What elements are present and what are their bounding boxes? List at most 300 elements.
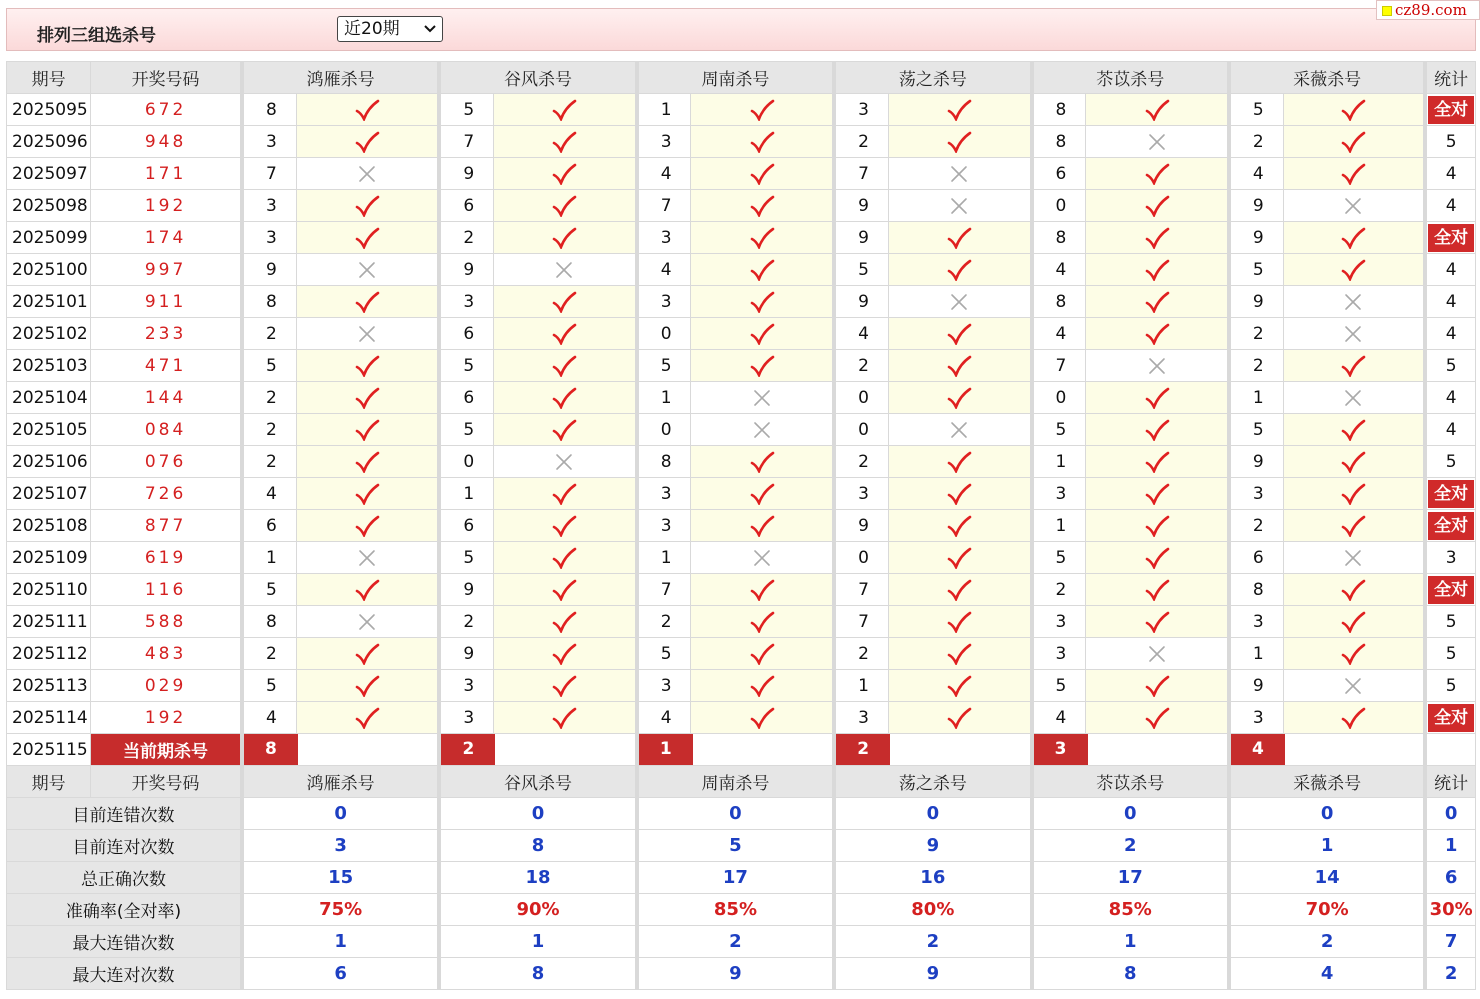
result-mark-cell — [1283, 574, 1425, 606]
check-icon — [551, 323, 577, 345]
table-row — [7, 318, 1476, 350]
column-header-stats: 统计 — [1425, 766, 1475, 798]
stat-cell — [1425, 510, 1475, 542]
check-icon — [749, 195, 775, 217]
summary-value: 0 — [242, 798, 439, 830]
check-icon — [354, 227, 380, 249]
result-mark-cell — [691, 94, 834, 126]
kill-number-cell: 4 — [834, 318, 888, 350]
result-mark-cell — [296, 318, 439, 350]
result-mark-cell — [1283, 286, 1425, 318]
period-cell: 2025114 — [7, 702, 91, 734]
check-icon — [749, 291, 775, 313]
table-row — [7, 126, 1476, 158]
all-correct-badge: 全对 — [1428, 480, 1474, 508]
result-mark-cell — [1283, 350, 1425, 382]
kill-number-cell: 0 — [1032, 382, 1086, 414]
cross-icon — [1340, 387, 1366, 409]
summary-total: 6 — [1425, 862, 1475, 894]
kill-number-cell: 3 — [834, 478, 888, 510]
summary-value: 14 — [1229, 862, 1425, 894]
summary-row — [7, 926, 1476, 958]
cross-icon — [749, 547, 775, 569]
period-cell: 2025101 — [7, 286, 91, 318]
summary-value: 2 — [637, 926, 834, 958]
kill-number-cell: 9 — [834, 190, 888, 222]
check-icon — [749, 131, 775, 153]
check-icon — [1340, 643, 1366, 665]
check-icon — [1340, 707, 1366, 729]
draw-number-cell: 948 — [91, 126, 242, 158]
check-icon — [551, 707, 577, 729]
kill-number-cell: 5 — [439, 542, 493, 574]
kill-number-cell: 8 — [242, 94, 296, 126]
kill-number-cell: 5 — [439, 94, 493, 126]
result-mark-cell — [1086, 318, 1229, 350]
period-cell: 2025113 — [7, 670, 91, 702]
check-icon — [946, 707, 972, 729]
kill-number-cell: 4 — [637, 254, 691, 286]
kill-number-cell: 5 — [242, 670, 296, 702]
cross-icon — [354, 547, 380, 569]
result-mark-cell — [1086, 94, 1229, 126]
check-icon — [551, 483, 577, 505]
period-cell: 2025103 — [7, 350, 91, 382]
result-mark-cell — [296, 606, 439, 638]
all-correct-badge: 全对 — [1428, 576, 1474, 604]
kill-number-cell: 0 — [637, 414, 691, 446]
draw-number-cell: 619 — [91, 542, 242, 574]
stat-cell: 5 — [1425, 638, 1475, 670]
period-cell: 2025095 — [7, 94, 91, 126]
summary-value: 2 — [1229, 926, 1425, 958]
kill-number-cell: 8 — [242, 286, 296, 318]
check-icon — [946, 643, 972, 665]
header-row — [7, 62, 1476, 94]
result-mark-cell — [493, 510, 636, 542]
kill-number-cell: 6 — [1032, 158, 1086, 190]
period-cell: 2025100 — [7, 254, 91, 286]
kill-number-cell: 7 — [439, 126, 493, 158]
kill-number-cell: 4 — [1032, 254, 1086, 286]
kill-number-cell: 7 — [834, 606, 888, 638]
check-icon — [1144, 611, 1170, 633]
kill-number-cell: 5 — [1032, 670, 1086, 702]
check-icon — [1144, 451, 1170, 473]
result-mark-cell — [1086, 638, 1229, 670]
cross-icon — [946, 419, 972, 441]
column-header-expert: 周南杀号 — [637, 766, 834, 798]
result-mark-cell — [296, 94, 439, 126]
result-mark-cell — [888, 190, 1031, 222]
result-mark-cell — [1283, 318, 1425, 350]
check-icon — [1340, 515, 1366, 537]
column-header-expert: 苶苡杀号 — [1032, 62, 1229, 94]
table-row — [7, 158, 1476, 190]
table-row — [7, 446, 1476, 478]
kill-number-cell: 1 — [439, 478, 493, 510]
kill-number-cell: 9 — [1229, 222, 1283, 254]
check-icon — [1340, 451, 1366, 473]
check-icon — [354, 355, 380, 377]
kill-number-cell: 5 — [1229, 414, 1283, 446]
draw-number-cell: 877 — [91, 510, 242, 542]
kill-number-cell: 9 — [439, 638, 493, 670]
check-icon — [946, 611, 972, 633]
current-kill-cell — [637, 734, 834, 766]
kill-number-cell: 3 — [637, 126, 691, 158]
check-icon — [551, 99, 577, 121]
kill-number-cell: 6 — [242, 510, 296, 542]
result-mark-cell — [296, 382, 439, 414]
result-mark-cell — [1283, 478, 1425, 510]
kill-number-cell: 0 — [834, 382, 888, 414]
result-mark-cell — [1283, 606, 1425, 638]
current-kill-number: 4 — [1231, 734, 1285, 765]
column-header-period: 期号 — [7, 62, 91, 94]
site-logo[interactable]: cz89.com — [1376, 0, 1480, 20]
stat-cell: 5 — [1425, 126, 1475, 158]
result-mark-cell — [888, 574, 1031, 606]
kill-number-cell: 0 — [439, 446, 493, 478]
chevron-down-icon — [424, 25, 436, 33]
check-icon — [354, 387, 380, 409]
period-select-value: 近20期 — [344, 19, 400, 39]
kill-number-cell: 9 — [834, 222, 888, 254]
result-mark-cell — [888, 126, 1031, 158]
cross-icon — [946, 291, 972, 313]
kill-number-cell: 2 — [834, 446, 888, 478]
summary-label: 最大连错次数 — [7, 926, 242, 958]
summary-value: 1 — [1032, 926, 1229, 958]
check-icon — [1144, 323, 1170, 345]
check-icon — [1144, 195, 1170, 217]
period-cell: 2025112 — [7, 638, 91, 670]
check-icon — [946, 547, 972, 569]
draw-number-cell: 174 — [91, 222, 242, 254]
result-mark-cell — [493, 446, 636, 478]
result-mark-cell — [493, 254, 636, 286]
result-mark-cell — [691, 190, 834, 222]
result-mark-cell — [1283, 382, 1425, 414]
stat-cell: 3 — [1425, 542, 1475, 574]
check-icon — [946, 675, 972, 697]
result-mark-cell — [691, 670, 834, 702]
cross-icon — [946, 195, 972, 217]
kill-number-cell: 3 — [834, 702, 888, 734]
cross-icon — [1340, 195, 1366, 217]
result-mark-cell — [493, 606, 636, 638]
stat-cell — [1425, 734, 1475, 766]
check-icon — [749, 323, 775, 345]
top-bar — [6, 8, 1476, 51]
check-icon — [946, 579, 972, 601]
check-icon — [1144, 707, 1170, 729]
result-mark-cell — [1086, 222, 1229, 254]
current-kill-label: 当前期杀号 — [91, 734, 242, 766]
column-header-expert: 谷风杀号 — [439, 766, 636, 798]
cross-icon — [1340, 323, 1366, 345]
column-header-stats: 统计 — [1425, 62, 1475, 94]
kill-number-cell: 2 — [1229, 510, 1283, 542]
kill-number-cell: 5 — [242, 574, 296, 606]
all-correct-badge: 全对 — [1428, 512, 1474, 540]
check-icon — [1144, 387, 1170, 409]
kill-number-cell: 9 — [834, 286, 888, 318]
period-cell: 2025102 — [7, 318, 91, 350]
check-icon — [1340, 131, 1366, 153]
check-icon — [551, 611, 577, 633]
check-icon — [551, 675, 577, 697]
column-header-expert: 荡之杀号 — [834, 62, 1031, 94]
result-mark-cell — [493, 318, 636, 350]
kill-number-cell: 3 — [834, 94, 888, 126]
kill-number-cell: 2 — [439, 222, 493, 254]
check-icon — [1340, 611, 1366, 633]
kill-number-cell: 2 — [242, 638, 296, 670]
kill-number-cell: 9 — [439, 254, 493, 286]
column-header-draw: 开奖号码 — [91, 62, 242, 94]
column-header-expert: 苶苡杀号 — [1032, 766, 1229, 798]
kill-number-cell: 9 — [242, 254, 296, 286]
column-header-expert: 周南杀号 — [637, 62, 834, 94]
kill-number-cell: 4 — [637, 702, 691, 734]
result-mark-cell — [1283, 126, 1425, 158]
check-icon — [551, 643, 577, 665]
result-mark-cell — [691, 382, 834, 414]
result-mark-cell — [691, 126, 834, 158]
draw-number-cell: 171 — [91, 158, 242, 190]
result-mark-cell — [1086, 286, 1229, 318]
summary-value: 90% — [439, 894, 636, 926]
kill-number-cell: 1 — [1229, 382, 1283, 414]
check-icon — [749, 227, 775, 249]
kill-number-cell: 2 — [439, 606, 493, 638]
kill-number-cell: 9 — [439, 158, 493, 190]
kill-number-cell: 3 — [242, 190, 296, 222]
check-icon — [1340, 579, 1366, 601]
result-mark-cell — [296, 350, 439, 382]
column-header-expert: 鸿雁杀号 — [242, 766, 439, 798]
result-mark-cell — [888, 638, 1031, 670]
check-icon — [946, 323, 972, 345]
result-mark-cell — [296, 222, 439, 254]
cross-icon — [551, 259, 577, 281]
kill-number-cell: 5 — [1032, 414, 1086, 446]
check-icon — [354, 195, 380, 217]
result-mark-cell — [1086, 126, 1229, 158]
summary-value: 17 — [1032, 862, 1229, 894]
result-mark-cell — [296, 254, 439, 286]
kill-number-cell: 0 — [637, 318, 691, 350]
result-mark-cell — [1086, 670, 1229, 702]
kill-number-cell: 1 — [834, 670, 888, 702]
kill-number-cell: 1 — [637, 542, 691, 574]
check-icon — [749, 451, 775, 473]
check-icon — [354, 675, 380, 697]
check-icon — [946, 387, 972, 409]
draw-number-cell: 029 — [91, 670, 242, 702]
result-mark-cell — [1283, 542, 1425, 574]
summary-total: 7 — [1425, 926, 1475, 958]
kill-number-cell: 4 — [242, 702, 296, 734]
column-header-expert: 采薇杀号 — [1229, 62, 1425, 94]
result-mark-cell — [1086, 542, 1229, 574]
kill-number-cell: 3 — [1229, 606, 1283, 638]
table-row — [7, 574, 1476, 606]
summary-value: 80% — [834, 894, 1031, 926]
check-icon — [551, 163, 577, 185]
draw-number-cell: 471 — [91, 350, 242, 382]
result-mark-cell — [888, 670, 1031, 702]
summary-value: 18 — [439, 862, 636, 894]
summary-value: 4 — [1229, 958, 1425, 990]
check-icon — [551, 387, 577, 409]
current-kill-number: 2 — [441, 734, 495, 765]
result-mark-cell — [1086, 510, 1229, 542]
check-icon — [1144, 259, 1170, 281]
kill-number-cell: 4 — [1032, 702, 1086, 734]
check-icon — [749, 611, 775, 633]
result-mark-cell — [493, 126, 636, 158]
kill-number-cell: 2 — [242, 446, 296, 478]
result-mark-cell — [691, 446, 834, 478]
check-icon — [1144, 163, 1170, 185]
kill-number-cell: 0 — [834, 542, 888, 574]
kill-number-cell: 2 — [834, 638, 888, 670]
cross-icon — [354, 259, 380, 281]
period-cell: 2025110 — [7, 574, 91, 606]
all-correct-badge: 全对 — [1428, 96, 1474, 124]
column-header-expert: 谷风杀号 — [439, 62, 636, 94]
result-mark-cell — [888, 606, 1031, 638]
result-mark-cell — [296, 414, 439, 446]
result-mark-cell — [1283, 158, 1425, 190]
current-kill-cell — [834, 734, 1031, 766]
kill-number-cell: 9 — [834, 510, 888, 542]
result-mark-cell — [296, 126, 439, 158]
check-icon — [1144, 579, 1170, 601]
result-mark-cell — [888, 318, 1031, 350]
result-mark-cell — [1086, 254, 1229, 286]
check-icon — [1340, 163, 1366, 185]
check-icon — [749, 515, 775, 537]
summary-row — [7, 958, 1476, 990]
check-icon — [354, 515, 380, 537]
draw-number-cell: 084 — [91, 414, 242, 446]
kill-number-cell: 8 — [1032, 222, 1086, 254]
kill-number-cell: 7 — [637, 574, 691, 606]
stat-cell: 4 — [1425, 318, 1475, 350]
draw-number-cell: 672 — [91, 94, 242, 126]
check-icon — [946, 515, 972, 537]
cross-icon — [1144, 355, 1170, 377]
table-row — [7, 702, 1476, 734]
kill-number-cell: 2 — [1229, 318, 1283, 350]
stat-cell: 5 — [1425, 606, 1475, 638]
stat-cell: 5 — [1425, 670, 1475, 702]
summary-value: 70% — [1229, 894, 1425, 926]
kill-number-cell: 2 — [242, 414, 296, 446]
check-icon — [749, 675, 775, 697]
check-icon — [354, 451, 380, 473]
kill-number-cell: 9 — [1229, 446, 1283, 478]
period-select[interactable] — [337, 16, 443, 42]
check-icon — [354, 579, 380, 601]
kill-number-cell: 8 — [1032, 286, 1086, 318]
result-mark-cell — [888, 446, 1031, 478]
result-mark-cell — [493, 382, 636, 414]
check-icon — [749, 355, 775, 377]
result-mark-cell — [888, 158, 1031, 190]
check-icon — [354, 291, 380, 313]
summary-value: 85% — [637, 894, 834, 926]
result-mark-cell — [493, 190, 636, 222]
kill-number-cell: 9 — [1229, 670, 1283, 702]
current-kill-cell — [242, 734, 439, 766]
summary-value: 0 — [637, 798, 834, 830]
result-mark-cell — [1283, 254, 1425, 286]
result-mark-cell — [691, 542, 834, 574]
result-mark-cell — [1283, 670, 1425, 702]
check-icon — [749, 259, 775, 281]
draw-number-cell: 192 — [91, 190, 242, 222]
table-row — [7, 606, 1476, 638]
summary-label: 目前连错次数 — [7, 798, 242, 830]
current-kill-number: 8 — [244, 734, 298, 765]
result-mark-cell — [493, 286, 636, 318]
kill-number-cell: 1 — [637, 382, 691, 414]
table-row — [7, 478, 1476, 510]
result-mark-cell — [691, 286, 834, 318]
check-icon — [354, 99, 380, 121]
column-header-expert: 采薇杀号 — [1229, 766, 1425, 798]
result-mark-cell — [888, 478, 1031, 510]
summary-value: 1 — [1229, 830, 1425, 862]
result-mark-cell — [1086, 478, 1229, 510]
check-icon — [946, 131, 972, 153]
draw-number-cell: 076 — [91, 446, 242, 478]
check-icon — [354, 707, 380, 729]
stat-cell — [1425, 94, 1475, 126]
kill-number-cell: 8 — [1229, 574, 1283, 606]
page-title: 排列三组选杀号 — [37, 26, 156, 46]
result-mark-cell — [493, 702, 636, 734]
draw-number-cell: 144 — [91, 382, 242, 414]
cross-icon — [551, 451, 577, 473]
check-icon — [1144, 547, 1170, 569]
current-kill-number: 3 — [1034, 734, 1088, 765]
kill-number-cell: 6 — [439, 190, 493, 222]
period-cell: 2025098 — [7, 190, 91, 222]
cross-icon — [946, 163, 972, 185]
summary-value: 85% — [1032, 894, 1229, 926]
result-mark-cell — [1086, 382, 1229, 414]
period-cell: 2025105 — [7, 414, 91, 446]
result-mark-cell — [691, 638, 834, 670]
summary-label: 目前连对次数 — [7, 830, 242, 862]
check-icon — [749, 643, 775, 665]
summary-value: 3 — [242, 830, 439, 862]
kill-number-cell: 3 — [1229, 478, 1283, 510]
table-row — [7, 222, 1476, 254]
check-icon — [551, 195, 577, 217]
kill-number-cell: 2 — [242, 318, 296, 350]
summary-value: 2 — [1032, 830, 1229, 862]
period-cell: 2025096 — [7, 126, 91, 158]
kill-number-cell: 9 — [439, 574, 493, 606]
stat-cell: 4 — [1425, 382, 1475, 414]
